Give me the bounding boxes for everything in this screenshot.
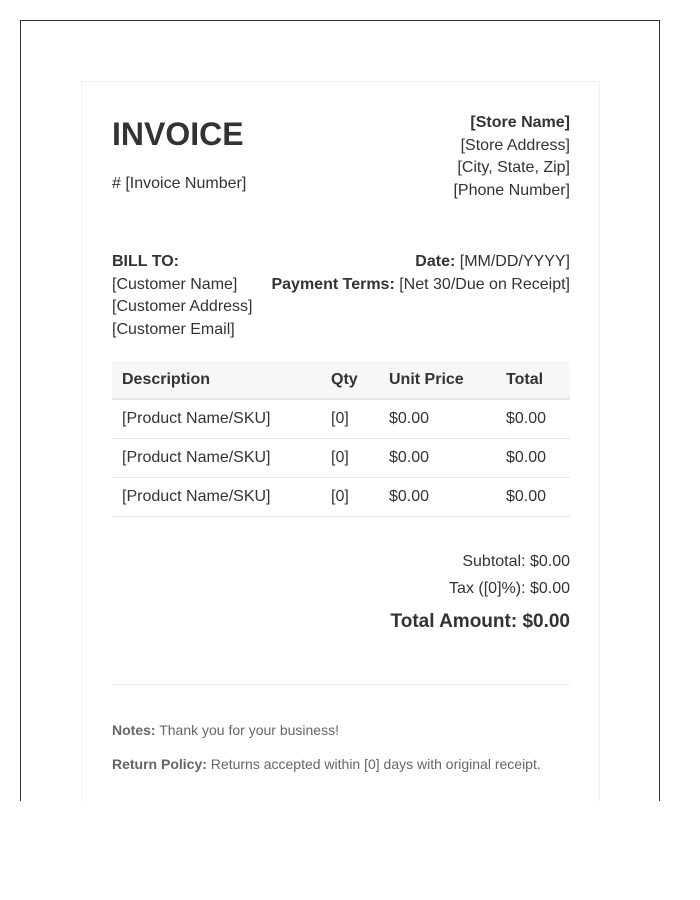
header-total: Total bbox=[496, 361, 570, 399]
date-value: [MM/DD/YYYY] bbox=[455, 253, 570, 270]
date-label: Date: bbox=[415, 253, 456, 270]
item-qty: [0] bbox=[321, 477, 379, 516]
items-table bbox=[112, 361, 570, 517]
invoice-number: # [Invoice Number] bbox=[112, 175, 247, 192]
store-city-state-zip: [City, State, Zip] bbox=[457, 159, 570, 176]
header-unit-price: Unit Price bbox=[379, 361, 496, 399]
item-qty: [0] bbox=[321, 399, 379, 438]
customer-name: [Customer Name] bbox=[112, 275, 238, 293]
item-total: $0.00 bbox=[496, 477, 570, 516]
table-row bbox=[112, 438, 570, 477]
item-qty: [0] bbox=[321, 438, 379, 477]
store-phone: [Phone Number] bbox=[453, 181, 570, 199]
item-unit-price: $0.00 bbox=[379, 477, 496, 516]
invoice-meta bbox=[271, 251, 570, 296]
subtotal: Subtotal: $0.00 bbox=[462, 553, 570, 570]
footer-divider bbox=[112, 684, 570, 685]
invoice-title: INVOICE bbox=[112, 116, 244, 152]
customer-email: [Customer Email] bbox=[112, 320, 235, 338]
totals-block bbox=[391, 548, 570, 634]
item-description: [Product Name/SKU] bbox=[112, 438, 321, 477]
bill-to-heading: BILL TO: bbox=[112, 253, 179, 270]
item-unit-price: $0.00 bbox=[379, 438, 496, 477]
store-address: [Store Address] bbox=[460, 136, 570, 154]
terms-label: Payment Terms: bbox=[271, 275, 395, 293]
notes-value: Thank you for your business! bbox=[155, 722, 339, 738]
store-info bbox=[453, 112, 570, 202]
tax: Tax ([0]%): $0.00 bbox=[449, 580, 570, 597]
customer-address: [Customer Address] bbox=[112, 298, 253, 315]
date-line bbox=[271, 251, 570, 274]
terms-value: [Net 30/Due on Receipt] bbox=[394, 275, 570, 293]
total-amount: Total Amount: $0.00 bbox=[390, 611, 570, 632]
notes-line bbox=[112, 721, 339, 739]
return-policy-line bbox=[112, 755, 541, 773]
item-description: [Product Name/SKU] bbox=[112, 399, 321, 438]
table-row bbox=[112, 399, 570, 438]
item-total: $0.00 bbox=[496, 399, 570, 438]
item-description: [Product Name/SKU] bbox=[112, 477, 321, 516]
item-total: $0.00 bbox=[496, 438, 570, 477]
table-header-row bbox=[112, 361, 570, 399]
item-unit-price: $0.00 bbox=[379, 399, 496, 438]
bill-to bbox=[112, 251, 253, 341]
return-policy-value: Returns accepted within [0] days with original receipt. bbox=[206, 756, 541, 772]
terms-line bbox=[271, 274, 570, 297]
store-name: [Store Name] bbox=[470, 114, 570, 131]
header-qty: Qty bbox=[321, 361, 379, 399]
table-row bbox=[112, 477, 570, 516]
notes-label: Notes: bbox=[112, 722, 156, 738]
return-policy-label: Return Policy: bbox=[112, 756, 207, 772]
header-description: Description bbox=[112, 361, 321, 399]
